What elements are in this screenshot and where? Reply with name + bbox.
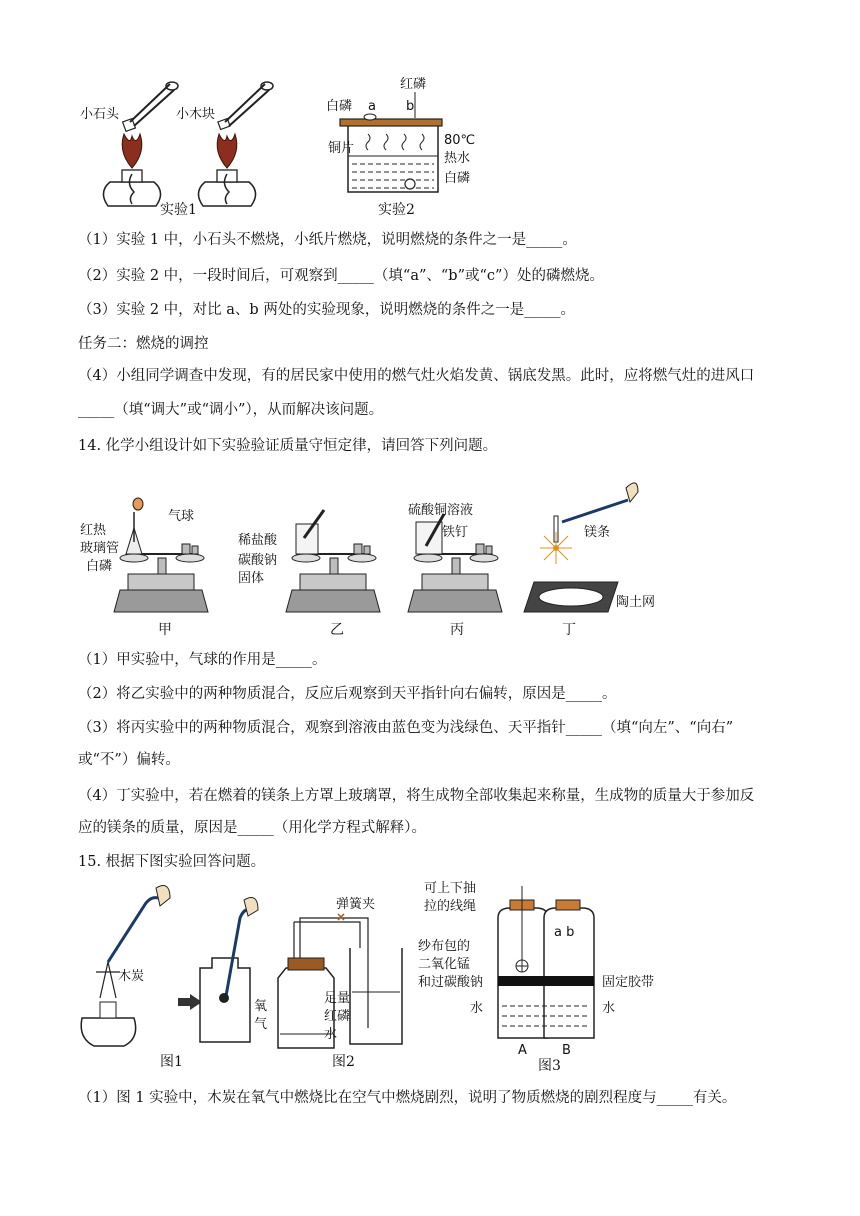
exp1-caption: 实验1 <box>160 202 197 218</box>
exp2-apparatus <box>340 92 442 192</box>
fig1-apparatus <box>81 886 258 1046</box>
label-white-phosphorus-top: 白磷 <box>326 99 353 114</box>
label-red-hot: 红热 <box>80 523 107 538</box>
label-red-p: 红磷 <box>324 1009 351 1024</box>
label-gauze-2: 二氧化锰 <box>418 957 471 972</box>
setup-ding <box>524 483 638 612</box>
label-oxygen-2: 气 <box>254 1017 268 1032</box>
exp2-caption: 实验2 <box>378 202 415 218</box>
label-clip: 弹簧夹 <box>336 897 376 912</box>
q13-part4-line1: （4）小组同学调查中发现，有的居民家中使用的燃气灶火焰发黄、锅底发黑。此时，应将燃气灶的进风口 <box>78 368 755 384</box>
label-rope-2: 拉的线绳 <box>424 899 477 914</box>
label-enough: 足量 <box>324 991 351 1006</box>
label-gauze-1: 纱布包的 <box>418 939 471 954</box>
label-temp: 80℃ <box>444 133 476 148</box>
label-ab: a b <box>554 925 575 940</box>
label-balloon: 气球 <box>168 509 195 524</box>
caption-fig2: 图2 <box>332 1054 355 1070</box>
q13-part2: （2）实验 2 中，一段时间后，可观察到_____（填“a”、“b”或“c”）处的磷燃烧。 <box>78 268 604 284</box>
caption-bing: 丙 <box>450 622 464 638</box>
label-copper: 铜片 <box>328 141 355 156</box>
label-nail: 铁钉 <box>442 525 469 540</box>
label-B: B <box>562 1043 571 1058</box>
label-wood: 小木块 <box>176 107 216 122</box>
label-hcl: 稀盐酸 <box>238 533 278 548</box>
q15-stem: 15. 根据下图实验回答问题。 <box>78 854 266 870</box>
q13-part4-line2: _____（填“调大”或“调小”），从而解决该问题。 <box>78 402 384 418</box>
q14-part1: （1）甲实验中，气球的作用是_____。 <box>78 652 327 668</box>
label-water: 水 <box>324 1027 338 1042</box>
q14-part4-line2: 应的镁条的质量，原因是_____（用化学方程式解释）。 <box>78 820 426 836</box>
caption-jia: 甲 <box>158 622 172 638</box>
label-cuso4: 硫酸铜溶液 <box>408 503 474 518</box>
label-stone: 小石头 <box>80 107 120 122</box>
q14-part3-line2: 或“不”）偏转。 <box>78 752 180 768</box>
caption-fig1: 图1 <box>160 1054 183 1070</box>
balance-yi <box>286 510 380 612</box>
label-red-phosphorus: 红磷 <box>400 77 427 92</box>
exp1-lamp-right <box>198 82 273 206</box>
q15-part1: （1）图 1 实验中，木炭在氧气中燃烧比在空气中燃烧剧烈，说明了物质燃烧的剧烈程度与_____有关。 <box>78 1090 737 1106</box>
label-a: a <box>368 99 376 114</box>
label-mg: 镁条 <box>584 525 611 540</box>
label-charcoal: 木炭 <box>118 969 145 984</box>
caption-fig3: 图3 <box>538 1058 561 1074</box>
label-A: A <box>518 1043 527 1058</box>
caption-yi: 乙 <box>330 622 344 638</box>
label-hot-water: 热水 <box>444 151 471 166</box>
figure-experiment-1-2 <box>78 72 498 222</box>
label-water-left: 水 <box>470 1001 484 1016</box>
label-water-right: 水 <box>602 1001 616 1016</box>
figure-q15 <box>78 878 718 1078</box>
q13-part1: （1）实验 1 中，小石头不燃烧，小纸片燃烧，说明燃烧的条件之一是_____。 <box>78 232 577 248</box>
q13-task2-heading: 任务二：燃烧的调控 <box>78 336 209 352</box>
label-white-phosphorus-bottom: 白磷 <box>444 171 471 186</box>
q14-part3-line1: （3）将丙实验中的两种物质混合，观察到溶液由蓝色变为浅绿色、天平指针_____（填“向左”、“向右” <box>78 720 734 736</box>
q14-part4-line1: （4）丁实验中，若在燃着的镁条上方罩上玻璃罩，将生成物全部收集起来称量，生成物的质量大于参加反 <box>78 788 755 804</box>
label-glass-tube: 玻璃管 <box>80 541 120 556</box>
label-white-p: 白磷 <box>86 559 113 574</box>
label-solid: 固体 <box>238 571 265 586</box>
q14-part2: （2）将乙实验中的两种物质混合，反应后观察到天平指针向右偏转，原因是_____。 <box>78 686 617 702</box>
q13-part3: （3）实验 2 中，对比 a、b 两处的实验现象，说明燃烧的条件之一是_____。 <box>78 302 576 318</box>
exp1-lamp-left <box>103 82 178 206</box>
fig3-apparatus <box>498 886 594 1038</box>
label-gauze: 陶土网 <box>616 595 656 610</box>
fig2-apparatus <box>278 914 402 1048</box>
label-b: b <box>406 99 415 114</box>
figure-q14-balances <box>78 462 678 642</box>
label-gauze-3: 和过碳酸钠 <box>418 975 484 990</box>
label-na2co3: 碳酸钠 <box>238 553 278 568</box>
caption-ding: 丁 <box>562 622 576 638</box>
label-oxygen-1: 氧 <box>254 999 268 1014</box>
label-tape: 固定胶带 <box>602 975 655 990</box>
q14-stem: 14. 化学小组设计如下实验验证质量守恒定律，请回答下列问题。 <box>78 438 498 454</box>
label-rope-1: 可上下抽 <box>424 881 477 896</box>
